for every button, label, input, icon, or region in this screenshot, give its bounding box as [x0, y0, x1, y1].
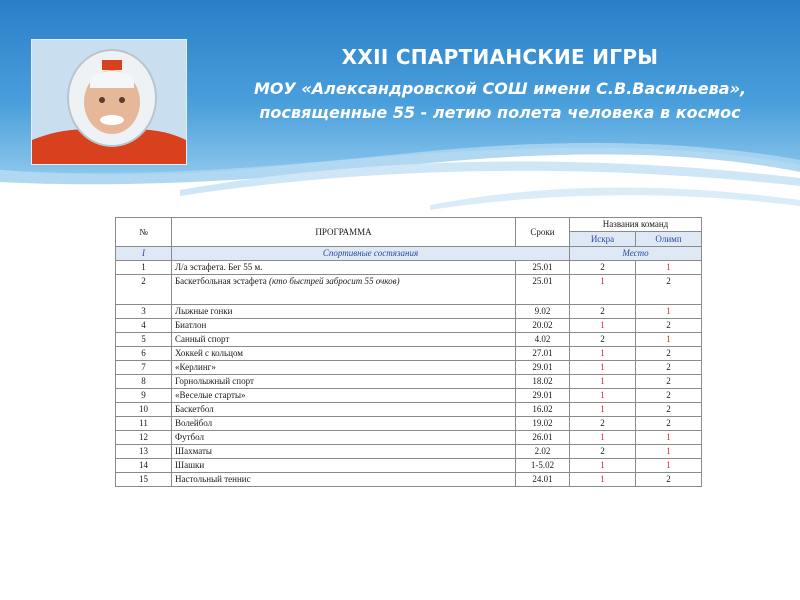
score-team-2: 1 — [636, 305, 702, 319]
row-program — [172, 305, 516, 319]
program-name: Санный спорт — [175, 334, 230, 344]
header-teams: Названия команд — [570, 218, 702, 232]
score-team-2: 1 — [636, 261, 702, 275]
table-row — [116, 361, 702, 375]
row-program — [172, 417, 516, 431]
row-date: 27.01 — [516, 347, 570, 361]
header-num: № — [116, 218, 172, 247]
program-name: Баскетбольная эстафета — [175, 276, 267, 286]
row-date: 20.02 — [516, 319, 570, 333]
score-team-2: 2 — [636, 375, 702, 389]
row-num: 1 — [116, 261, 172, 275]
row-program — [172, 319, 516, 333]
header-program: ПРОГРАММА — [172, 218, 516, 247]
score-team-1: 1 — [570, 319, 636, 333]
section-num: I — [116, 247, 172, 261]
score-team-1: 1 — [570, 403, 636, 417]
score-team-2: 2 — [636, 319, 702, 333]
table-row — [116, 403, 702, 417]
row-program — [172, 361, 516, 375]
score-team-2: 2 — [636, 417, 702, 431]
header-banner — [0, 0, 800, 230]
row-date: 25.01 — [516, 275, 570, 305]
row-program — [172, 431, 516, 445]
row-num: 12 — [116, 431, 172, 445]
row-program — [172, 403, 516, 417]
score-team-1: 1 — [570, 389, 636, 403]
score-team-1: 1 — [570, 375, 636, 389]
row-num: 6 — [116, 347, 172, 361]
page-title — [205, 45, 795, 122]
row-program — [172, 375, 516, 389]
program-name: Лыжные гонки — [175, 306, 233, 316]
row-program — [172, 445, 516, 459]
score-team-1: 2 — [570, 261, 636, 275]
row-num: 2 — [116, 275, 172, 305]
title-line-1: XXII СПАРТИАНСКИЕ ИГРЫ — [341, 45, 659, 69]
row-date: 26.01 — [516, 431, 570, 445]
row-num: 4 — [116, 319, 172, 333]
row-program — [172, 389, 516, 403]
row-date: 16.02 — [516, 403, 570, 417]
score-team-1: 1 — [570, 361, 636, 375]
score-team-2: 2 — [636, 403, 702, 417]
score-team-1: 1 — [570, 459, 636, 473]
score-team-2: 1 — [636, 431, 702, 445]
score-team-2: 2 — [636, 347, 702, 361]
table-row — [116, 417, 702, 431]
place-label: Место — [570, 247, 702, 261]
program-name: «Веселые старты» — [175, 390, 246, 400]
table-row — [116, 431, 702, 445]
program-name: Баскетбол — [175, 404, 214, 414]
row-date: 2.02 — [516, 445, 570, 459]
row-num: 5 — [116, 333, 172, 347]
row-num: 14 — [116, 459, 172, 473]
table-row — [116, 389, 702, 403]
section-title: Спортивные состязания — [172, 247, 570, 261]
score-team-2: 2 — [636, 275, 702, 305]
score-team-1: 1 — [570, 275, 636, 305]
table-row — [116, 319, 702, 333]
program-table — [115, 217, 702, 487]
table-row — [116, 261, 702, 275]
title-line-3: посвященные 55 - летию полета человека в космос — [259, 103, 741, 122]
row-program — [172, 473, 516, 487]
header-team-2: Олимп — [636, 232, 702, 247]
table-row — [116, 459, 702, 473]
row-date: 1-5.02 — [516, 459, 570, 473]
row-program — [172, 347, 516, 361]
score-team-1: 2 — [570, 305, 636, 319]
row-num: 15 — [116, 473, 172, 487]
row-date: 25.01 — [516, 261, 570, 275]
table-row — [116, 333, 702, 347]
score-team-1: 1 — [570, 347, 636, 361]
score-team-2: 1 — [636, 459, 702, 473]
score-team-2: 2 — [636, 361, 702, 375]
row-program — [172, 261, 516, 275]
program-name: Л/а эстафета. Бег 55 м. — [175, 262, 263, 272]
program-name: Настольный теннис — [175, 474, 251, 484]
table-row — [116, 275, 702, 305]
section-row — [116, 247, 702, 261]
row-program — [172, 459, 516, 473]
table-row — [116, 445, 702, 459]
row-program — [172, 333, 516, 347]
row-num: 13 — [116, 445, 172, 459]
table-row — [116, 473, 702, 487]
score-team-1: 2 — [570, 445, 636, 459]
score-team-1: 1 — [570, 473, 636, 487]
row-date: 29.01 — [516, 389, 570, 403]
program-name: Волейбол — [175, 418, 213, 428]
row-date: 29.01 — [516, 361, 570, 375]
row-date: 24.01 — [516, 473, 570, 487]
row-date: 4.02 — [516, 333, 570, 347]
score-team-2: 1 — [636, 445, 702, 459]
header-dates: Сроки — [516, 218, 570, 247]
row-date: 19.02 — [516, 417, 570, 431]
cosmonaut-photo — [31, 39, 187, 165]
program-name: Футбол — [175, 432, 204, 442]
row-num: 3 — [116, 305, 172, 319]
header-team-1: Искра — [570, 232, 636, 247]
row-program — [172, 275, 516, 305]
row-num: 7 — [116, 361, 172, 375]
program-name: «Керлинг» — [175, 362, 216, 372]
row-num: 8 — [116, 375, 172, 389]
row-date: 9.02 — [516, 305, 570, 319]
score-team-2: 2 — [636, 389, 702, 403]
program-name: Горнолыжный спорт — [175, 376, 254, 386]
row-date: 18.02 — [516, 375, 570, 389]
program-name: Хоккей с кольцом — [175, 348, 243, 358]
program-note: (кто быстрей забросит 55 очков) — [269, 276, 400, 286]
table-row — [116, 347, 702, 361]
row-num: 11 — [116, 417, 172, 431]
score-team-2: 2 — [636, 473, 702, 487]
score-team-2: 1 — [636, 333, 702, 347]
title-line-2: МОУ «Александровской СОШ имени С.В.Васильева», — [253, 79, 747, 98]
row-num: 9 — [116, 389, 172, 403]
score-team-1: 2 — [570, 417, 636, 431]
program-name: Биатлон — [175, 320, 207, 330]
program-name: Шашки — [175, 460, 205, 470]
row-num: 10 — [116, 403, 172, 417]
table-row — [116, 375, 702, 389]
score-team-1: 1 — [570, 431, 636, 445]
score-team-1: 2 — [570, 333, 636, 347]
table-row — [116, 305, 702, 319]
program-name: Шахматы — [175, 446, 212, 456]
